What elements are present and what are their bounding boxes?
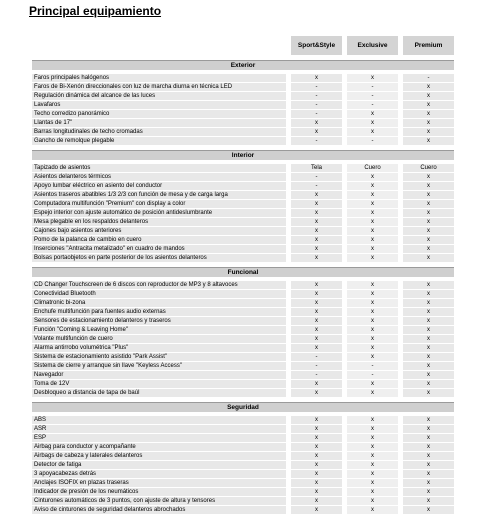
feature-value: - (347, 362, 398, 371)
feature-value: x (403, 209, 454, 218)
feature-value: x (291, 326, 342, 335)
feature-value: x (291, 461, 342, 470)
feature-value: - (291, 110, 342, 119)
feature-label: Enchufe multifunción para fuentes audio externas (32, 308, 286, 317)
feature-label: ASR (32, 425, 286, 434)
feature-value: x (403, 452, 454, 461)
feature-label: Climatronic bi-zona (32, 299, 286, 308)
feature-label: 3 apoyacabezas detrás (32, 470, 286, 479)
feature-value: x (347, 497, 398, 506)
feature-value: x (403, 479, 454, 488)
feature-value: - (347, 371, 398, 380)
feature-value: x (291, 452, 342, 461)
feature-value: x (403, 326, 454, 335)
table-row (32, 452, 454, 461)
feature-value: x (347, 128, 398, 137)
feature-value: x (291, 389, 342, 398)
feature-value: - (291, 182, 342, 191)
feature-value: x (347, 191, 398, 200)
feature-label: Inserciones "Antracita metalizado" en cuadro de mandos (32, 245, 286, 254)
table-row (32, 101, 454, 110)
feature-value: x (291, 191, 342, 200)
feature-value: x (403, 371, 454, 380)
feature-value: x (403, 101, 454, 110)
feature-value: x (291, 245, 342, 254)
table-row (32, 326, 454, 335)
feature-value: x (347, 452, 398, 461)
feature-value: x (403, 344, 454, 353)
table-row (32, 281, 454, 290)
feature-value: x (347, 425, 398, 434)
section-title: Funcional (32, 268, 454, 278)
table-row (32, 470, 454, 479)
section-title: Interior (32, 151, 454, 161)
table-row (32, 443, 454, 452)
feature-value: x (347, 416, 398, 425)
feature-value: x (291, 479, 342, 488)
feature-value: x (403, 308, 454, 317)
table-row (32, 317, 454, 326)
table-row (32, 245, 454, 254)
table-row (32, 299, 454, 308)
table-row (32, 497, 454, 506)
feature-value: x (291, 488, 342, 497)
feature-value: x (403, 317, 454, 326)
feature-value: - (347, 83, 398, 92)
table-row (32, 371, 454, 380)
feature-value: x (403, 488, 454, 497)
table-row (32, 92, 454, 101)
feature-value: - (347, 92, 398, 101)
table-row (32, 479, 454, 488)
feature-value: - (403, 74, 454, 83)
feature-label: Aviso de cinturones de seguridad delanteros abrochados (32, 506, 286, 515)
table-row (32, 488, 454, 497)
feature-value: - (291, 83, 342, 92)
feature-value: x (291, 281, 342, 290)
feature-label: Computadora multifunción "Premium" con display a color (32, 200, 286, 209)
feature-value: x (347, 317, 398, 326)
feature-label: Pomo de la palanca de cambio en cuero (32, 236, 286, 245)
table-row (32, 506, 454, 515)
feature-label: Faros principales halógenos (32, 74, 286, 83)
feature-label: Faros de Bi-Xenón direccionales con luz de marcha diurna en técnica LED (32, 83, 286, 92)
feature-value: x (291, 290, 342, 299)
feature-value: x (403, 137, 454, 146)
feature-label: Gancho de remolque plegable (32, 137, 286, 146)
feature-value: x (403, 227, 454, 236)
feature-label: Toma de 12V (32, 380, 286, 389)
feature-label: Barras longitudinales de techo cromadas (32, 128, 286, 137)
feature-value: x (347, 479, 398, 488)
equipment-table (32, 36, 454, 515)
feature-label: Llantas de 17" (32, 119, 286, 128)
feature-value: x (347, 110, 398, 119)
feature-value: x (403, 128, 454, 137)
feature-value: x (347, 74, 398, 83)
feature-label: CD Changer Touchscreen de 6 discos con reproductor de MP3 y 8 altavoces (32, 281, 286, 290)
feature-value: x (403, 236, 454, 245)
feature-value: x (403, 335, 454, 344)
feature-label: Volante multifunción de cuero (32, 335, 286, 344)
feature-value: x (291, 443, 342, 452)
feature-value: x (403, 182, 454, 191)
feature-value: x (291, 317, 342, 326)
feature-value: x (403, 92, 454, 101)
feature-label: Apoyo lumbar eléctrico en asiento del conductor (32, 182, 286, 191)
table-row (32, 200, 454, 209)
feature-value: x (291, 344, 342, 353)
feature-value: x (291, 470, 342, 479)
feature-value: x (403, 434, 454, 443)
table-row (32, 353, 454, 362)
feature-value: x (403, 110, 454, 119)
feature-value: x (347, 209, 398, 218)
table-row (32, 191, 454, 200)
feature-label: Función "Coming & Leaving Home" (32, 326, 286, 335)
feature-value: x (347, 326, 398, 335)
header-blank (32, 36, 286, 56)
feature-value: x (291, 74, 342, 83)
section-header (32, 268, 454, 278)
feature-value: x (403, 470, 454, 479)
feature-value: Tela (291, 164, 342, 173)
feature-value: x (347, 200, 398, 209)
section-header (32, 61, 454, 71)
feature-value: x (347, 353, 398, 362)
feature-value: x (347, 245, 398, 254)
feature-value: x (291, 416, 342, 425)
feature-value: x (347, 380, 398, 389)
feature-value: x (347, 290, 398, 299)
feature-label: ABS (32, 416, 286, 425)
feature-value: x (403, 389, 454, 398)
feature-value: x (291, 236, 342, 245)
feature-value: x (347, 506, 398, 515)
feature-label: Navegador (32, 371, 286, 380)
feature-value: x (347, 470, 398, 479)
table-row (32, 209, 454, 218)
feature-value: - (291, 101, 342, 110)
table-row (32, 335, 454, 344)
feature-value: x (403, 200, 454, 209)
feature-label: Cajones bajo asientos anteriores (32, 227, 286, 236)
feature-value: x (347, 389, 398, 398)
feature-value: - (291, 137, 342, 146)
feature-value: x (403, 290, 454, 299)
feature-label: Airbags de cabeza y laterales delanteros (32, 452, 286, 461)
feature-value: Cuero (347, 164, 398, 173)
feature-value: - (347, 137, 398, 146)
feature-label: Desbloqueo a distancia de tapa de baúl (32, 389, 286, 398)
feature-value: x (347, 227, 398, 236)
feature-label: Indicador de presión de los neumáticos (32, 488, 286, 497)
feature-value: x (347, 335, 398, 344)
feature-value: - (291, 371, 342, 380)
feature-value: x (347, 443, 398, 452)
feature-label: Regulación dinámica del alcance de las luces (32, 92, 286, 101)
feature-label: Lavafaros (32, 101, 286, 110)
feature-value: x (403, 506, 454, 515)
feature-value: x (403, 218, 454, 227)
feature-value: x (347, 218, 398, 227)
feature-value: x (291, 227, 342, 236)
table-row (32, 110, 454, 119)
feature-value: x (403, 443, 454, 452)
feature-value: - (347, 101, 398, 110)
table-row (32, 83, 454, 92)
feature-value: x (291, 335, 342, 344)
feature-value: x (291, 209, 342, 218)
feature-value: x (347, 281, 398, 290)
feature-label: Tapizado de asientos (32, 164, 286, 173)
column-header-row (32, 36, 454, 56)
table-row (32, 416, 454, 425)
feature-value: x (291, 497, 342, 506)
feature-value: x (347, 173, 398, 182)
feature-value: x (291, 218, 342, 227)
feature-value: x (403, 254, 454, 263)
feature-value: x (403, 353, 454, 362)
feature-value: x (291, 434, 342, 443)
feature-value: Cuero (403, 164, 454, 173)
feature-value: x (291, 506, 342, 515)
feature-value: x (291, 128, 342, 137)
feature-value: x (347, 236, 398, 245)
feature-value: x (403, 173, 454, 182)
feature-value: - (291, 362, 342, 371)
table-row (32, 362, 454, 371)
feature-value: x (403, 119, 454, 128)
feature-value: x (403, 416, 454, 425)
feature-value: x (403, 83, 454, 92)
section-title: Exterior (32, 61, 454, 71)
feature-value: x (403, 245, 454, 254)
table-row (32, 182, 454, 191)
page-title: Principal equipamiento (29, 4, 162, 18)
feature-value: x (291, 308, 342, 317)
feature-label: Espejo interior con ajuste automático de posición antideslumbrante (32, 209, 286, 218)
feature-label: Airbag para conductor y acompañante (32, 443, 286, 452)
feature-value: x (291, 425, 342, 434)
feature-label: ESP (32, 434, 286, 443)
table-row (32, 218, 454, 227)
feature-label: Sensores de estacionamiento delanteros y traseros (32, 317, 286, 326)
feature-value: x (291, 119, 342, 128)
table-row (32, 254, 454, 263)
table-row (32, 227, 454, 236)
feature-value: x (403, 461, 454, 470)
column-header-1: Exclusive (347, 36, 398, 56)
feature-value: x (403, 362, 454, 371)
table-row (32, 434, 454, 443)
feature-value: x (291, 380, 342, 389)
table-row (32, 308, 454, 317)
feature-value: x (347, 299, 398, 308)
table-row (32, 119, 454, 128)
feature-value: x (347, 254, 398, 263)
feature-value: x (347, 308, 398, 317)
feature-value: x (347, 488, 398, 497)
feature-value: x (403, 299, 454, 308)
feature-label: Mesa plegable en los respaldos delanteros (32, 218, 286, 227)
feature-value: x (403, 425, 454, 434)
feature-label: Asientos delanteros térmicos (32, 173, 286, 182)
feature-value: x (347, 461, 398, 470)
feature-label: Anclajes ISOFIX en plazas traseras (32, 479, 286, 488)
section-header (32, 151, 454, 161)
feature-value: x (347, 182, 398, 191)
table-row (32, 380, 454, 389)
feature-label: Sistema de estacionamiento asistido "Park Assist" (32, 353, 286, 362)
feature-value: - (291, 92, 342, 101)
feature-label: Cinturones automáticos de 3 puntos, con ajuste de altura y tensores (32, 497, 286, 506)
feature-value: x (291, 254, 342, 263)
feature-value: x (403, 380, 454, 389)
feature-label: Conectividad Bluetooth (32, 290, 286, 299)
feature-value: x (403, 281, 454, 290)
feature-label: Detector de fatiga (32, 461, 286, 470)
table-row (32, 137, 454, 146)
table-row (32, 461, 454, 470)
feature-value: x (403, 497, 454, 506)
table-row (32, 290, 454, 299)
table-row (32, 164, 454, 173)
table-row (32, 344, 454, 353)
table-row (32, 236, 454, 245)
feature-label: Sistema de cierre y arranque sin llave "Keyless Access" (32, 362, 286, 371)
feature-value: x (291, 299, 342, 308)
feature-value: - (291, 173, 342, 182)
section-header (32, 403, 454, 413)
feature-value: - (291, 353, 342, 362)
feature-label: Techo corredizo panorámico (32, 110, 286, 119)
feature-label: Alarma antirrobo volumétrica "Plus" (32, 344, 286, 353)
table-row (32, 389, 454, 398)
feature-value: x (347, 344, 398, 353)
table-row (32, 173, 454, 182)
feature-value: x (347, 434, 398, 443)
feature-value: x (403, 191, 454, 200)
feature-label: Bolsas portaobjetos en parte posterior de los asientos delanteros (32, 254, 286, 263)
column-header-2: Premium (403, 36, 454, 56)
table-row (32, 74, 454, 83)
column-header-0: Sport&Style (291, 36, 342, 56)
section-title: Seguridad (32, 403, 454, 413)
feature-label: Asientos traseros abatibles 1/3 2/3 con función de mesa y de carga larga (32, 191, 286, 200)
feature-value: x (291, 200, 342, 209)
table-row (32, 128, 454, 137)
feature-value: x (347, 119, 398, 128)
table-row (32, 425, 454, 434)
